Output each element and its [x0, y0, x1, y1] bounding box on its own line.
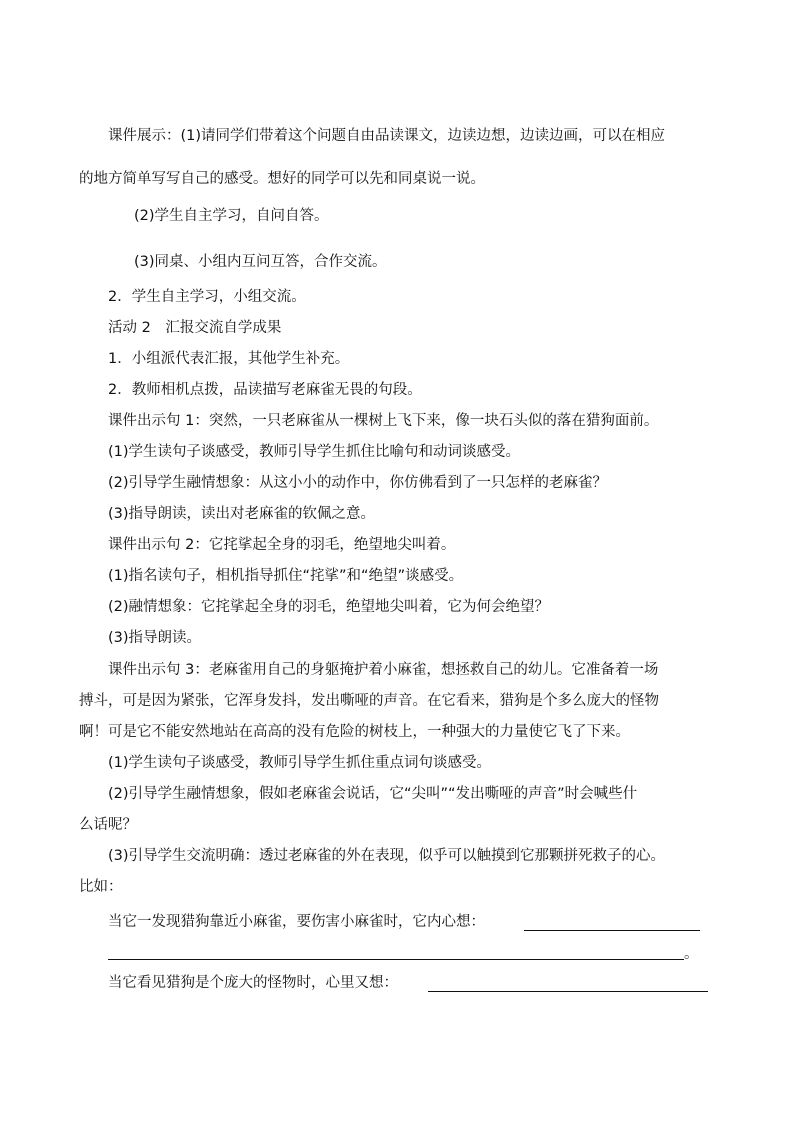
text-line: 当它一发现猎狗靠近小麻雀，要伤害小麻雀时，它内心想：: [108, 914, 485, 930]
text-line: (3)同桌、小组内互问互答，合作交流。: [134, 254, 387, 270]
text-line: 课件出示句 2：它挓挲起全身的羽毛，绝望地尖叫着。: [108, 537, 456, 553]
text-line: (1)指名读句子，相机指导抓住“挓挲”和“绝望”谈感受。: [108, 568, 464, 584]
text-line: 1．小组派代表汇报，其他学生补充。: [108, 351, 350, 367]
text-line: (3)指导朗读，读出对老麻雀的钦佩之意。: [108, 506, 376, 522]
text-line: 课件展示：(1)请同学们带着这个问题自由品读课文，边读边想，边读边画，可以在相应: [108, 128, 666, 144]
text-line: 么话呢？: [79, 817, 137, 833]
text-line: 。: [684, 946, 699, 962]
text-line: 2．教师相机点拨，品读描写老麻雀无畏的句段。: [108, 382, 422, 398]
text-line: 的地方简单写写自己的感受。想好的同学可以先和同桌说一说。: [79, 171, 485, 187]
text-line: (2)引导学生融情想象：从这小小的动作中，你仿佛看到了一只怎样的老麻雀？: [108, 475, 608, 491]
answer-blank[interactable]: [428, 991, 708, 992]
text-line: (1)学生读句子谈感受，教师引导学生抓住重点词句谈感受。: [108, 755, 492, 771]
text-line: 比如：: [79, 879, 123, 895]
text-line: (2)学生自主学习，自问自答。: [134, 208, 329, 224]
text-line: 课件出示句 1：突然，一只老麻雀从一棵树上飞下来，像一块石头似的落在猎狗面前。: [108, 413, 659, 429]
text-line: 课件出示句 3：老麻雀用自己的身躯掩护着小麻雀，想拯救自己的幼儿。它准备着一场: [108, 662, 659, 678]
text-line: 当它看见猎狗是个庞大的怪物时，心里又想：: [108, 975, 398, 991]
text-line: (1)学生读句子谈感受，教师引导学生抓住比喻句和动词谈感受。: [108, 444, 521, 460]
text-line: (3)引导学生交流明确：透过老麻雀的外在表现，似乎可以触摸到它那颗拼死救子的心。: [108, 848, 666, 864]
text-line: 啊！可是它不能安然地站在高高的没有危险的树枝上，一种强大的力量使它飞了下来。: [79, 724, 630, 740]
answer-blank[interactable]: [108, 959, 684, 960]
text-line: (2)融情想象：它挓挲起全身的羽毛，绝望地尖叫着，它为何会绝望？: [108, 599, 550, 615]
text-line: 2．学生自主学习，小组交流。: [108, 289, 306, 305]
text-line: 搏斗，可是因为紧张，它浑身发抖，发出嘶哑的声音。在它看来，猎狗是个多么庞大的怪物: [79, 693, 659, 709]
text-line: (2)引导学生融情想象，假如老麻雀会说话，它“尖叫”“发出嘶哑的声音”时会喊些什: [108, 786, 638, 802]
answer-blank[interactable]: [524, 930, 700, 931]
text-line: 活动 2 汇报交流自学成果: [108, 320, 282, 336]
text-line: (3)指导朗读。: [108, 630, 202, 646]
